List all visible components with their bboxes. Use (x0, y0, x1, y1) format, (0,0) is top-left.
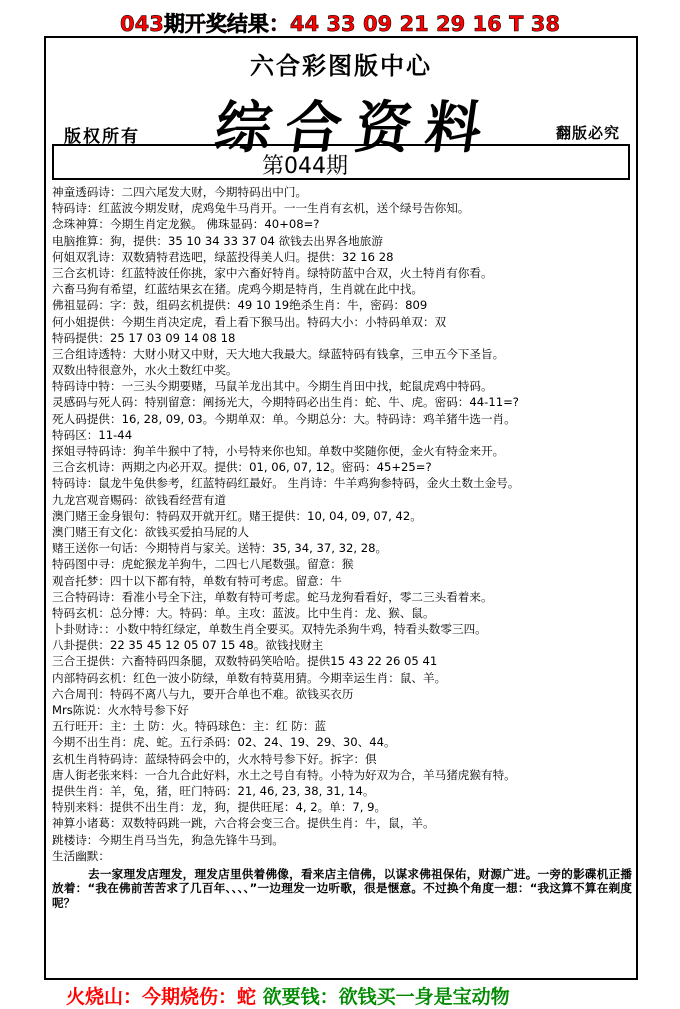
content-line: 神童透码诗：二四六尾发大财，今期特码出中门。 (52, 185, 308, 199)
footer-zodiac: 蛇 (237, 986, 257, 1008)
content-line: 特码区：11-44 (52, 427, 133, 442)
content-line: 电脑推算：狗，提供：35 10 34 33 37 04 欲钱去出界各地旅游 (52, 233, 383, 248)
content-line: 三合玄机诗：红蓝特波任你挑，家中六畜好特肖。绿特防蓝中合双，火土特肖有你看。 (52, 265, 493, 280)
header-subtitle: 六合彩图版中心 (250, 51, 432, 80)
issue-box (52, 144, 630, 180)
content-line: 九龙宫观音赐码：欲钱看经营有道 (52, 492, 226, 507)
header-title: 综合资料 (210, 95, 501, 161)
content-line: 提供生肖：羊，兔，猪，旺门特码：21, 46, 23, 38, 31, 14。 (52, 783, 375, 798)
content-line: 六畜马狗有希望，红蓝结果玄在猪。虎鸡今期是特肖，生肖就在此中找。 (52, 282, 424, 297)
content-line: 死人码提供：16, 28, 09, 03。今期单双：单。今期总分：大。特码诗：鸡羊猪牛选一肖。 (52, 411, 516, 426)
content-line: 特码诗：红蓝波今期发财，虎鸡兔牛马肖开。一一生肖有玄机，送个绿号告你知。 (52, 201, 470, 216)
content-line: 三合特码诗：看准小号全下注，单数有特可考虑。蛇马龙狗看看好，零二三头看着来。 (52, 589, 493, 604)
content-line: 特码诗：鼠龙牛兔供参考，红蓝特码红最好。 生肖诗：牛羊鸡狗参特码，金火土数土金号。 (52, 476, 520, 491)
joke-paragraph: 去一家理发店理发，理发店里供着佛像，看来店主信佛，以谋求佛祖保佑，财源广进。一旁的影碟机正播放着：“我在佛前苦苦求了几百年、、、、”一边理发一边听歌，很是惬意。不过换个角度一想：“我这算不算在剃度呢？ (52, 866, 632, 910)
content-line: 何姐双乳诗：双数猜特君选吧，绿蓝投得美人归。提供：32 16 28 (52, 249, 394, 264)
content-line: 八卦提供：22 35 45 12 05 07 15 48。欲钱找财主 (52, 638, 324, 653)
content-line: 内部特码玄机：红色一波小防绿，单数有特莫用猜。今期幸运生肖：鼠、羊。 (52, 670, 447, 685)
content-line: 澳门赌王金身银句：特码双开就开红。赌王提供：10, 04, 09, 07, 42。 (52, 508, 422, 523)
content-line: 三合玄机诗：两期之内必开双。提供：01, 06, 07, 12。密码：45+25=? (52, 460, 432, 475)
footer-line (66, 982, 626, 1009)
copyright-left: 版权所有 (64, 127, 140, 147)
content-line: 特别来料：提供不出生肖：龙，狗，提供旺尾：4, 2。单：7, 9。 (52, 800, 387, 815)
content-line: 五行旺开：主：土 防：火。特码球色：主：红 防：蓝 (52, 719, 327, 734)
content-line: 澳门赌王有文化：欲钱买爱拍马屁的人 (52, 524, 250, 539)
content-list (52, 184, 632, 910)
content-line: 卜卦财诗：：小数中特红绿定，单数生肖全要买。双特先杀狗牛鸡，特看头数零三四。 (52, 622, 487, 637)
main-frame (44, 36, 638, 1008)
draw-result-banner: 043期开奖结果：44 33 09 21 29 16 T 38 (120, 12, 560, 36)
content-line: 生活幽默： (52, 848, 110, 863)
content-line: 探姐寻特码诗：狗羊牛猴中了特，小号特来你也知。单数中奖随你便，金火有特金来开。 (52, 444, 505, 458)
content-line: 灵感码与死人码：特别留意：阐扬光大，今期特码必出生肖：蛇、牛、虎。密码：44-11=? (52, 395, 519, 410)
content-line: 玄机生肖特码诗：蓝绿特码会中的，火水特号参下好。拆字：倶 (52, 751, 377, 766)
content-line: 神算小诸葛：双数特码跳一跳，六合将会变三合。提供生肖：牛，鼠，羊。 (52, 816, 435, 831)
footer-label-2: 欲要钱： (262, 986, 339, 1008)
content-line: 特码提供：25 17 03 09 14 08 18 (52, 330, 236, 345)
content-line: 赌王送你一句话：今期特肖与家关。送特：35, 34, 37, 32, 28。 (52, 541, 388, 556)
content-line: 唐人街老张来料：一合九合此好料，水土之号自有特。小特为好双为合，羊马猪虎猴有特。 (52, 767, 516, 782)
content-line: 念珠神算：今期生肖定龙猴。 佛珠显码：40+08=? (52, 217, 320, 232)
content-line: 观音托梦：四十以下都有特，单数有特可考虑。留意：牛 (52, 573, 342, 588)
footer-riddle: 欲钱买一身是宝动物 (338, 986, 510, 1008)
content-line: 特码图中寻：虎蛇猴龙羊狗牛，二四七八尾数强。留意：猴 (52, 557, 354, 572)
content-line: 三合王提供：六畜特码四条腿，双数特码笑哈哈。提供15 43 22 26 05 41 (52, 654, 438, 669)
content-line: 特码玄机：总分博：大。特码：单。主攻：蓝波。比中生肖：龙、猴、鼠。 (52, 605, 435, 620)
content-line: 特码诗中特：一三头今期要赌，马鼠羊龙出其中。今期生肖田中找，蛇鼠虎鸡中特码。 (52, 379, 493, 394)
issue-number: 第044期 (262, 154, 348, 179)
content-line: 三合组诗透特：大财小财又中财，天大地大我最大。绿蓝特码有钱拿，三申五今下圣旨。 (52, 346, 505, 361)
footer-label: 火烧山：今期烧伤： (66, 986, 238, 1008)
content-line: 六合周刊：特码不离八与九，要开合单也不难。欲钱买衣历 (52, 686, 354, 701)
content-line: 今期不出生肖：虎、蛇。五行杀码：02、24、19、29、30、44。 (52, 735, 396, 750)
content-line: 跳楼诗：今期生肖马当先，狗急先锋牛马到。 (52, 832, 284, 847)
copyright-right: 翻版必究 (555, 124, 620, 142)
content-line: Mrs陈说：火水特号参下好 (52, 703, 189, 717)
content-line: 佛祖显码：字：鼓，组码玄机提供：49 10 19绝杀生肖：牛，密码：809 (52, 298, 428, 313)
content-line: 何小姐提供：今期生肖决定虎，看上看下猴马出。特码大小：小特码单双：双 (52, 314, 447, 329)
content-line: 双数出特很意外，水火土数红中奖。 (52, 363, 238, 378)
